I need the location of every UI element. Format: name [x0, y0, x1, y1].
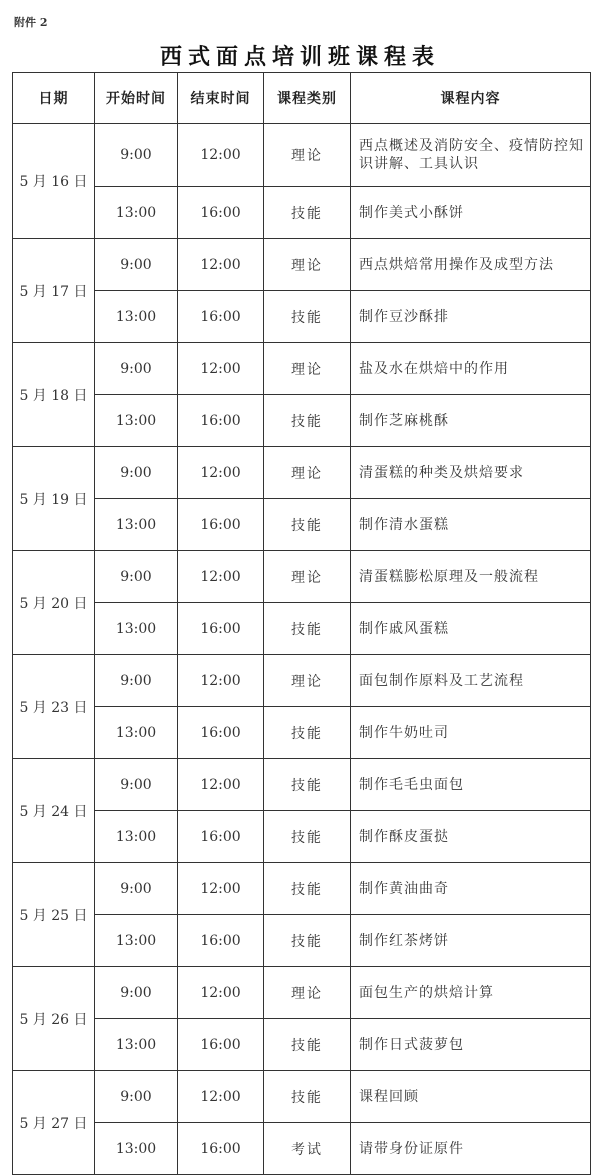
start-time-cell: 9:00 [95, 551, 178, 603]
course-type-cell: 技能 [264, 1071, 351, 1123]
end-time-cell: 16:00 [178, 603, 264, 655]
table-row [13, 499, 591, 551]
schedule-table [12, 72, 591, 1175]
table-row [13, 1071, 591, 1123]
course-content-cell: 面包制作原料及工艺流程 [351, 655, 591, 707]
course-type-cell: 理论 [264, 967, 351, 1019]
start-time-cell: 9:00 [95, 863, 178, 915]
course-content-cell: 制作芝麻桃酥 [351, 395, 591, 447]
attachment-label: 附件 2 [14, 16, 48, 29]
end-time-cell: 12:00 [178, 1071, 264, 1123]
start-time-cell: 13:00 [95, 603, 178, 655]
course-type-cell: 理论 [264, 343, 351, 395]
start-time-cell: 13:00 [95, 499, 178, 551]
course-content-cell: 请带身份证原件 [351, 1123, 591, 1175]
end-time-cell: 16:00 [178, 1123, 264, 1175]
course-content-cell: 课程回顾 [351, 1071, 591, 1123]
schedule-body [13, 124, 591, 1175]
table-row [13, 811, 591, 863]
table-row [13, 187, 591, 239]
course-type-cell: 理论 [264, 551, 351, 603]
table-row [13, 343, 591, 395]
date-cell: 5 月 23 日 [13, 655, 95, 759]
table-row [13, 915, 591, 967]
start-time-cell: 9:00 [95, 447, 178, 499]
course-type-cell: 技能 [264, 603, 351, 655]
course-content-cell: 西点概述及消防安全、疫情防控知识讲解、工具认识 [351, 124, 591, 187]
table-row [13, 707, 591, 759]
table-row [13, 863, 591, 915]
course-type-cell: 技能 [264, 395, 351, 447]
start-time-cell: 9:00 [95, 124, 178, 187]
end-time-cell: 12:00 [178, 967, 264, 1019]
end-time-cell: 12:00 [178, 655, 264, 707]
date-cell: 5 月 25 日 [13, 863, 95, 967]
end-time-cell: 16:00 [178, 187, 264, 239]
table-row [13, 239, 591, 291]
header-course-type: 课程类别 [264, 73, 351, 124]
table-row [13, 124, 591, 187]
start-time-cell: 9:00 [95, 967, 178, 1019]
course-type-cell: 理论 [264, 239, 351, 291]
start-time-cell: 13:00 [95, 291, 178, 343]
course-type-cell: 技能 [264, 187, 351, 239]
table-row [13, 603, 591, 655]
header-row [13, 73, 591, 124]
course-content-cell: 清蛋糕的种类及烘焙要求 [351, 447, 591, 499]
start-time-cell: 9:00 [95, 655, 178, 707]
end-time-cell: 16:00 [178, 707, 264, 759]
end-time-cell: 16:00 [178, 291, 264, 343]
course-content-cell: 制作红茶烤饼 [351, 915, 591, 967]
course-content-cell: 制作美式小酥饼 [351, 187, 591, 239]
course-content-cell: 制作清水蛋糕 [351, 499, 591, 551]
table-row [13, 1123, 591, 1175]
end-time-cell: 12:00 [178, 863, 264, 915]
course-type-cell: 技能 [264, 863, 351, 915]
page-title: 西式面点培训班课程表 [159, 44, 440, 70]
course-type-cell: 技能 [264, 759, 351, 811]
course-content-cell: 制作酥皮蛋挞 [351, 811, 591, 863]
date-cell: 5 月 26 日 [13, 967, 95, 1071]
course-content-cell: 制作豆沙酥排 [351, 291, 591, 343]
table-row [13, 395, 591, 447]
start-time-cell: 13:00 [95, 1123, 178, 1175]
course-type-cell: 技能 [264, 1019, 351, 1071]
course-content-cell: 制作戚风蛋糕 [351, 603, 591, 655]
table-row [13, 759, 591, 811]
end-time-cell: 12:00 [178, 343, 264, 395]
end-time-cell: 12:00 [178, 124, 264, 187]
end-time-cell: 12:00 [178, 447, 264, 499]
table-row [13, 291, 591, 343]
course-type-cell: 技能 [264, 915, 351, 967]
course-type-cell: 技能 [264, 707, 351, 759]
table-row [13, 551, 591, 603]
course-content-cell: 盐及水在烘焙中的作用 [351, 343, 591, 395]
date-cell: 5 月 17 日 [13, 239, 95, 343]
end-time-cell: 16:00 [178, 395, 264, 447]
course-type-cell: 技能 [264, 499, 351, 551]
start-time-cell: 13:00 [95, 187, 178, 239]
course-type-cell: 理论 [264, 655, 351, 707]
start-time-cell: 9:00 [95, 759, 178, 811]
header-end-time: 结束时间 [178, 73, 264, 124]
table-row [13, 967, 591, 1019]
header-course-content: 课程内容 [351, 73, 591, 124]
start-time-cell: 9:00 [95, 239, 178, 291]
course-content-cell: 制作牛奶吐司 [351, 707, 591, 759]
date-cell: 5 月 16 日 [13, 124, 95, 239]
date-cell: 5 月 20 日 [13, 551, 95, 655]
end-time-cell: 12:00 [178, 551, 264, 603]
table-row [13, 655, 591, 707]
course-content-cell: 制作黄油曲奇 [351, 863, 591, 915]
course-type-cell: 理论 [264, 124, 351, 187]
table-row [13, 1019, 591, 1071]
start-time-cell: 13:00 [95, 395, 178, 447]
course-content-cell: 西点烘焙常用操作及成型方法 [351, 239, 591, 291]
start-time-cell: 9:00 [95, 343, 178, 395]
end-time-cell: 16:00 [178, 1019, 264, 1071]
end-time-cell: 12:00 [178, 239, 264, 291]
end-time-cell: 16:00 [178, 915, 264, 967]
date-cell: 5 月 18 日 [13, 343, 95, 447]
start-time-cell: 13:00 [95, 915, 178, 967]
course-content-cell: 面包生产的烘焙计算 [351, 967, 591, 1019]
end-time-cell: 12:00 [178, 759, 264, 811]
header-start-time: 开始时间 [95, 73, 178, 124]
course-content-cell: 制作日式菠萝包 [351, 1019, 591, 1071]
course-content-cell: 制作毛毛虫面包 [351, 759, 591, 811]
date-cell: 5 月 27 日 [13, 1071, 95, 1175]
start-time-cell: 13:00 [95, 1019, 178, 1071]
date-cell: 5 月 19 日 [13, 447, 95, 551]
header-date: 日期 [13, 73, 95, 124]
course-type-cell: 理论 [264, 447, 351, 499]
course-type-cell: 技能 [264, 811, 351, 863]
date-cell: 5 月 24 日 [13, 759, 95, 863]
start-time-cell: 13:00 [95, 707, 178, 759]
table-row [13, 447, 591, 499]
start-time-cell: 13:00 [95, 811, 178, 863]
course-type-cell: 考试 [264, 1123, 351, 1175]
start-time-cell: 9:00 [95, 1071, 178, 1123]
end-time-cell: 16:00 [178, 811, 264, 863]
course-type-cell: 技能 [264, 291, 351, 343]
end-time-cell: 16:00 [178, 499, 264, 551]
course-content-cell: 清蛋糕膨松原理及一般流程 [351, 551, 591, 603]
